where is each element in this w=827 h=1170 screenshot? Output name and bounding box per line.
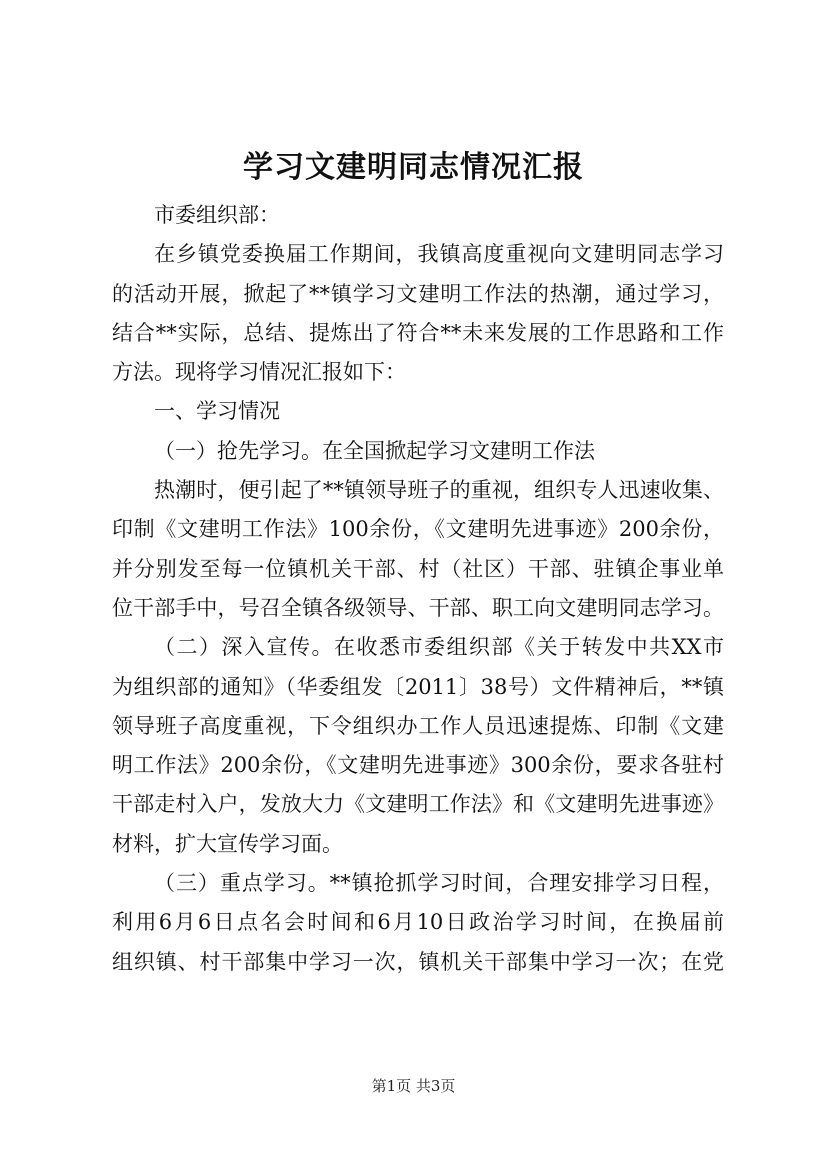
paragraph-line: 位干部手中，号召全镇各级领导、干部、职工向文建明同志学习。	[112, 595, 724, 620]
document-title: 学习文建明同志情况汇报	[243, 150, 584, 185]
paragraph-line: （一）抢先学习。在全国掀起学习文建明工作法	[154, 438, 595, 463]
page-footer: 第1页 共3页	[371, 1077, 456, 1095]
paragraph-line: 并分别发至每一位镇机关干部、村（社区）干部、驻镇企事业单	[112, 556, 724, 581]
paragraph-line: （三）重点学习。**镇抢抓学习时间，合理安排学习日程，	[154, 871, 724, 896]
paragraph-line: 结合**实际，总结、提炼出了符合**未来发展的工作思路和工作	[112, 320, 724, 345]
paragraph-line: 明工作法》200余份，《文建明先进事迹》300余份，要求各驻村	[112, 753, 724, 778]
paragraph-line: 印制《文建明工作法》100余份，《文建明先进事迹》200余份，	[112, 517, 724, 542]
paragraph-line: 方法。现将学习情况汇报如下：	[112, 360, 406, 385]
paragraph-line: 市委组织部：	[154, 203, 280, 227]
paragraph-line: 材料，扩大宣传学习面。	[112, 831, 343, 856]
document-body	[112, 196, 724, 982]
paragraph-line: （二）深入宣传。在收悉市委组织部《关于转发中共XX市	[154, 635, 724, 660]
paragraph-line: 的活动开展，掀起了**镇学习文建明工作法的热潮，通过学习，	[112, 281, 724, 306]
paragraph-line: 一、学习情况	[154, 399, 280, 424]
paragraph-line: 利用6月6日点名会时间和6月10日政治学习时间，在换届前	[112, 910, 724, 935]
paragraph-line: 领导班子高度重视，下令组织办工作人员迅速提炼、印制《文建	[112, 713, 724, 738]
paragraph-line: 干部走村入户，发放大力《文建明工作法》和《文建明先进事迹》	[112, 792, 724, 817]
paragraph-line: 在乡镇党委换届工作期间，我镇高度重视向文建明同志学习	[154, 242, 724, 267]
paragraph-line: 热潮时，便引起了**镇领导班子的重视，组织专人迅速收集、	[154, 478, 724, 503]
paragraph-line: 为组织部的通知》（华委组发〔2011〕38号）文件精神后，**镇	[112, 674, 724, 699]
paragraph-line: 组织镇、村干部集中学习一次，镇机关干部集中学习一次；在党	[112, 949, 724, 974]
